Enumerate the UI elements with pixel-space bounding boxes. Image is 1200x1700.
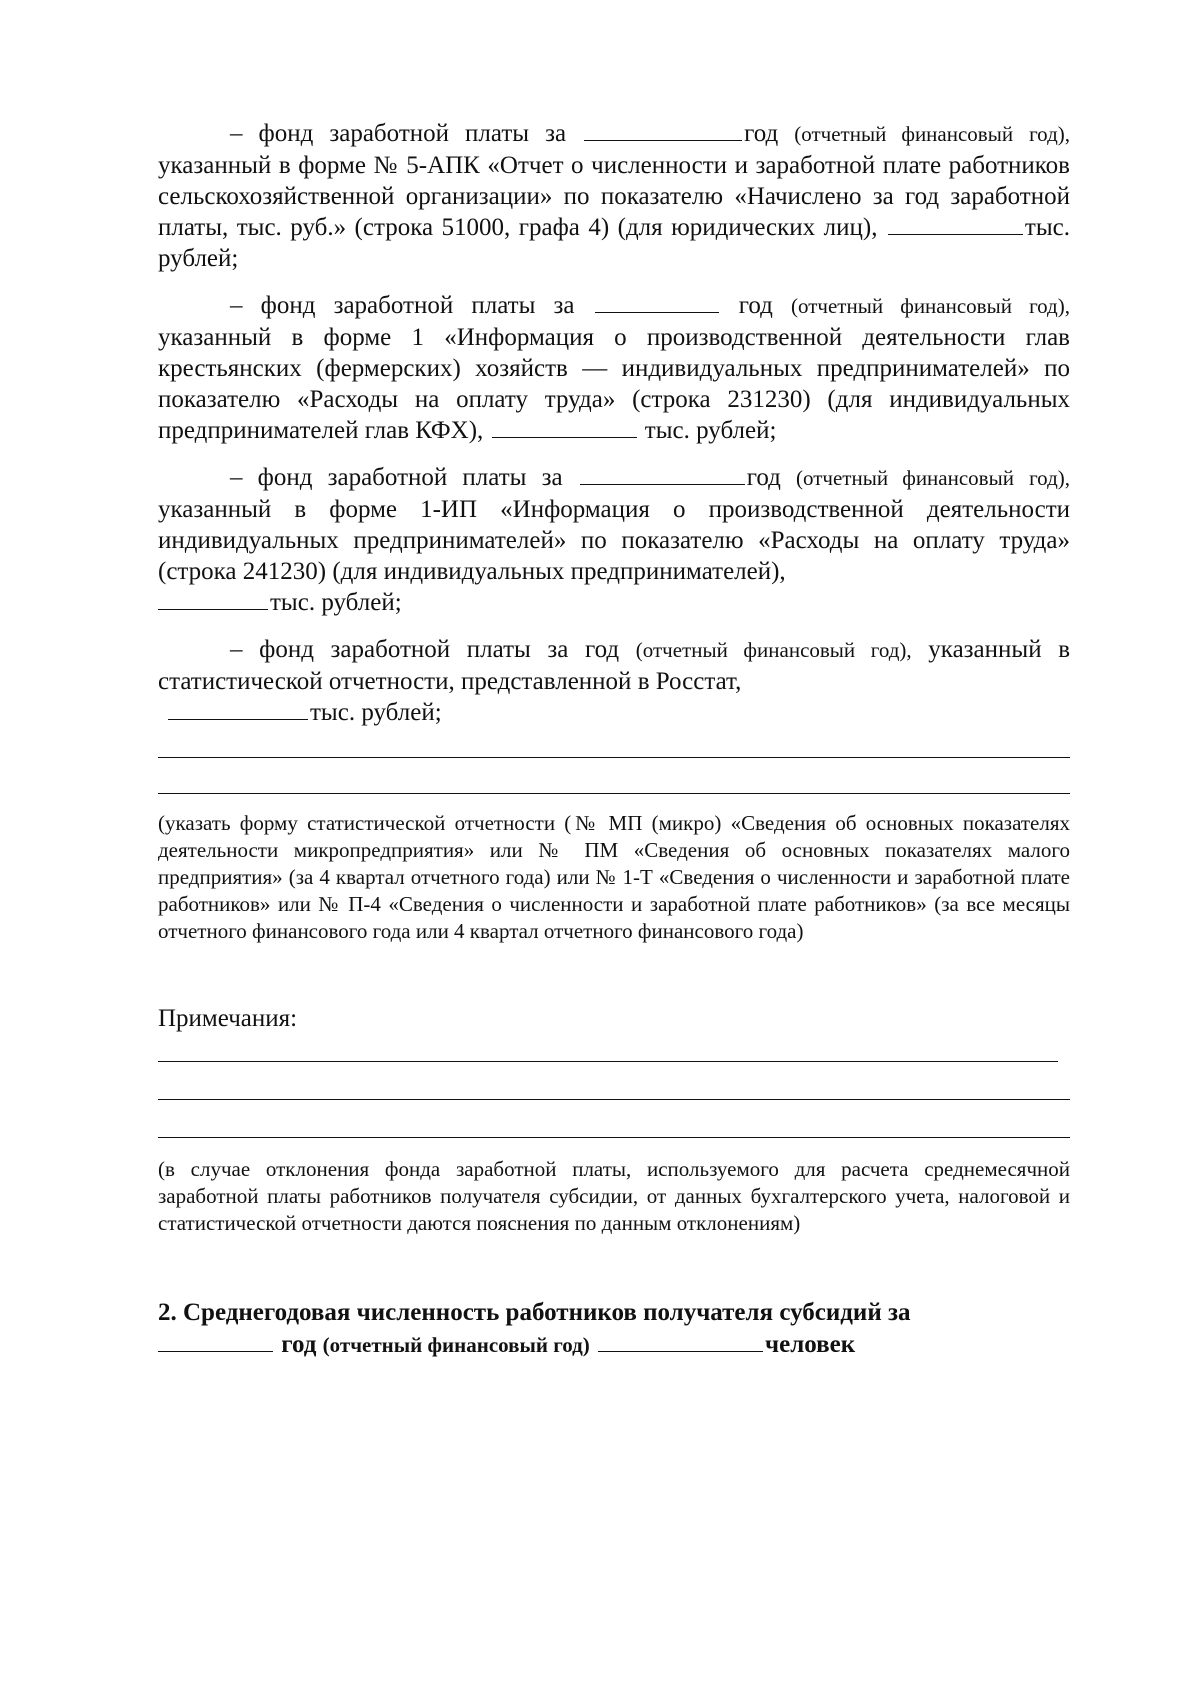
text: тыс. рублей;: [158, 214, 1070, 272]
year-blank[interactable]: [584, 118, 742, 141]
text: тыс. рублей;: [638, 417, 777, 444]
notes-label: Примечания:: [158, 1005, 298, 1032]
text: указанный в форме № 5-АПК «Отчет о численности и заработной плате работников сельскохозяйственной организации» по показателю «Начислено за год заработной платы, тыс. руб.» (строка 51000, графа 4) (для юридических лиц),: [158, 152, 1070, 241]
text: год: [720, 292, 792, 319]
text: год: [275, 1331, 323, 1358]
paragraph-wage-fund-rosstat: [158, 634, 1070, 728]
text: – фонд заработной платы за год: [230, 636, 636, 663]
amount-blank[interactable]: [168, 697, 308, 720]
year-blank[interactable]: [158, 1329, 273, 1352]
headcount-blank[interactable]: [598, 1329, 763, 1352]
document-page: [158, 118, 1070, 1361]
amount-blank[interactable]: [492, 415, 637, 438]
text: год: [744, 120, 795, 147]
paragraph-wage-fund-form1: [158, 290, 1070, 446]
text: – фонд заработной платы за: [230, 464, 578, 491]
text: год: [746, 464, 797, 491]
text-small: (отчетный финансовый год): [322, 1333, 590, 1357]
text: тыс. рублей;: [270, 589, 402, 616]
paragraph-wage-fund-1ip: [158, 462, 1070, 618]
stat-form-hint: (указать форму статистической отчетности (№ МП (микро) «Сведения об основных показателях деятельности микропредприятия» или № ПМ «Сведения об основных показателях малого предприятия» (за 4 квартал отчетного года) или № 1-Т «Сведения о численности и заработной плате работников» или № П-4 «Сведения о численности и заработной плате работников» (за все месяцы отчетного финансового года или 4 квартал отчетного финансового года): [158, 811, 1070, 943]
text: 2. Среднегодовая численность работников получателя субсидий за: [158, 1299, 911, 1326]
amount-blank[interactable]: [158, 587, 268, 610]
text-small: год),: [1029, 466, 1071, 490]
text: человек: [765, 1331, 856, 1358]
deviation-hint: (в случае отклонения фонда заработной платы, используемого для расчета среднемесячной заработной платы работников получателя субсидии, от данных бухгалтерского учета, налоговой и статистической отчетности даются пояснения по данным отклонениям): [158, 1157, 1070, 1235]
text: – фонд заработной платы за: [230, 120, 583, 147]
text-small: (отчетный финансовый: [794, 122, 1014, 146]
text-small: (отчетный финансовый: [796, 466, 1014, 490]
year-blank[interactable]: [580, 462, 745, 485]
section-2-heading: [158, 1297, 1070, 1361]
text: тыс. рублей;: [310, 699, 442, 726]
text-small: (отчетный финансовый год),: [635, 638, 912, 662]
text-small: год),: [1029, 122, 1071, 146]
amount-blank[interactable]: [888, 212, 1023, 235]
text: – фонд заработной платы за: [230, 292, 593, 319]
paragraph-wage-fund-5apk: [158, 118, 1070, 274]
year-blank[interactable]: [595, 290, 719, 313]
text: указанный в форме 1-ИП «Информация о производственной деятельности индивидуальных предпринимателей» по показателю «Расходы на оплату труда» (строка 241230) (для индивидуальных предпринимателей),: [158, 496, 1070, 585]
text: указанный в форме 1 «Информация о производственной деятельности глав крестьянских (фермерских) хозяйств — индивидуальных предпринимателей» по показателю «Расходы на оплату труда» (строка 231230) (для индивидуальных предпринимателей глав КФХ),: [158, 324, 1070, 444]
text: указанный в статистической отчетности, представленной в Росстат,: [158, 636, 1070, 695]
text-small: (отчетный финансовый год),: [791, 294, 1070, 318]
